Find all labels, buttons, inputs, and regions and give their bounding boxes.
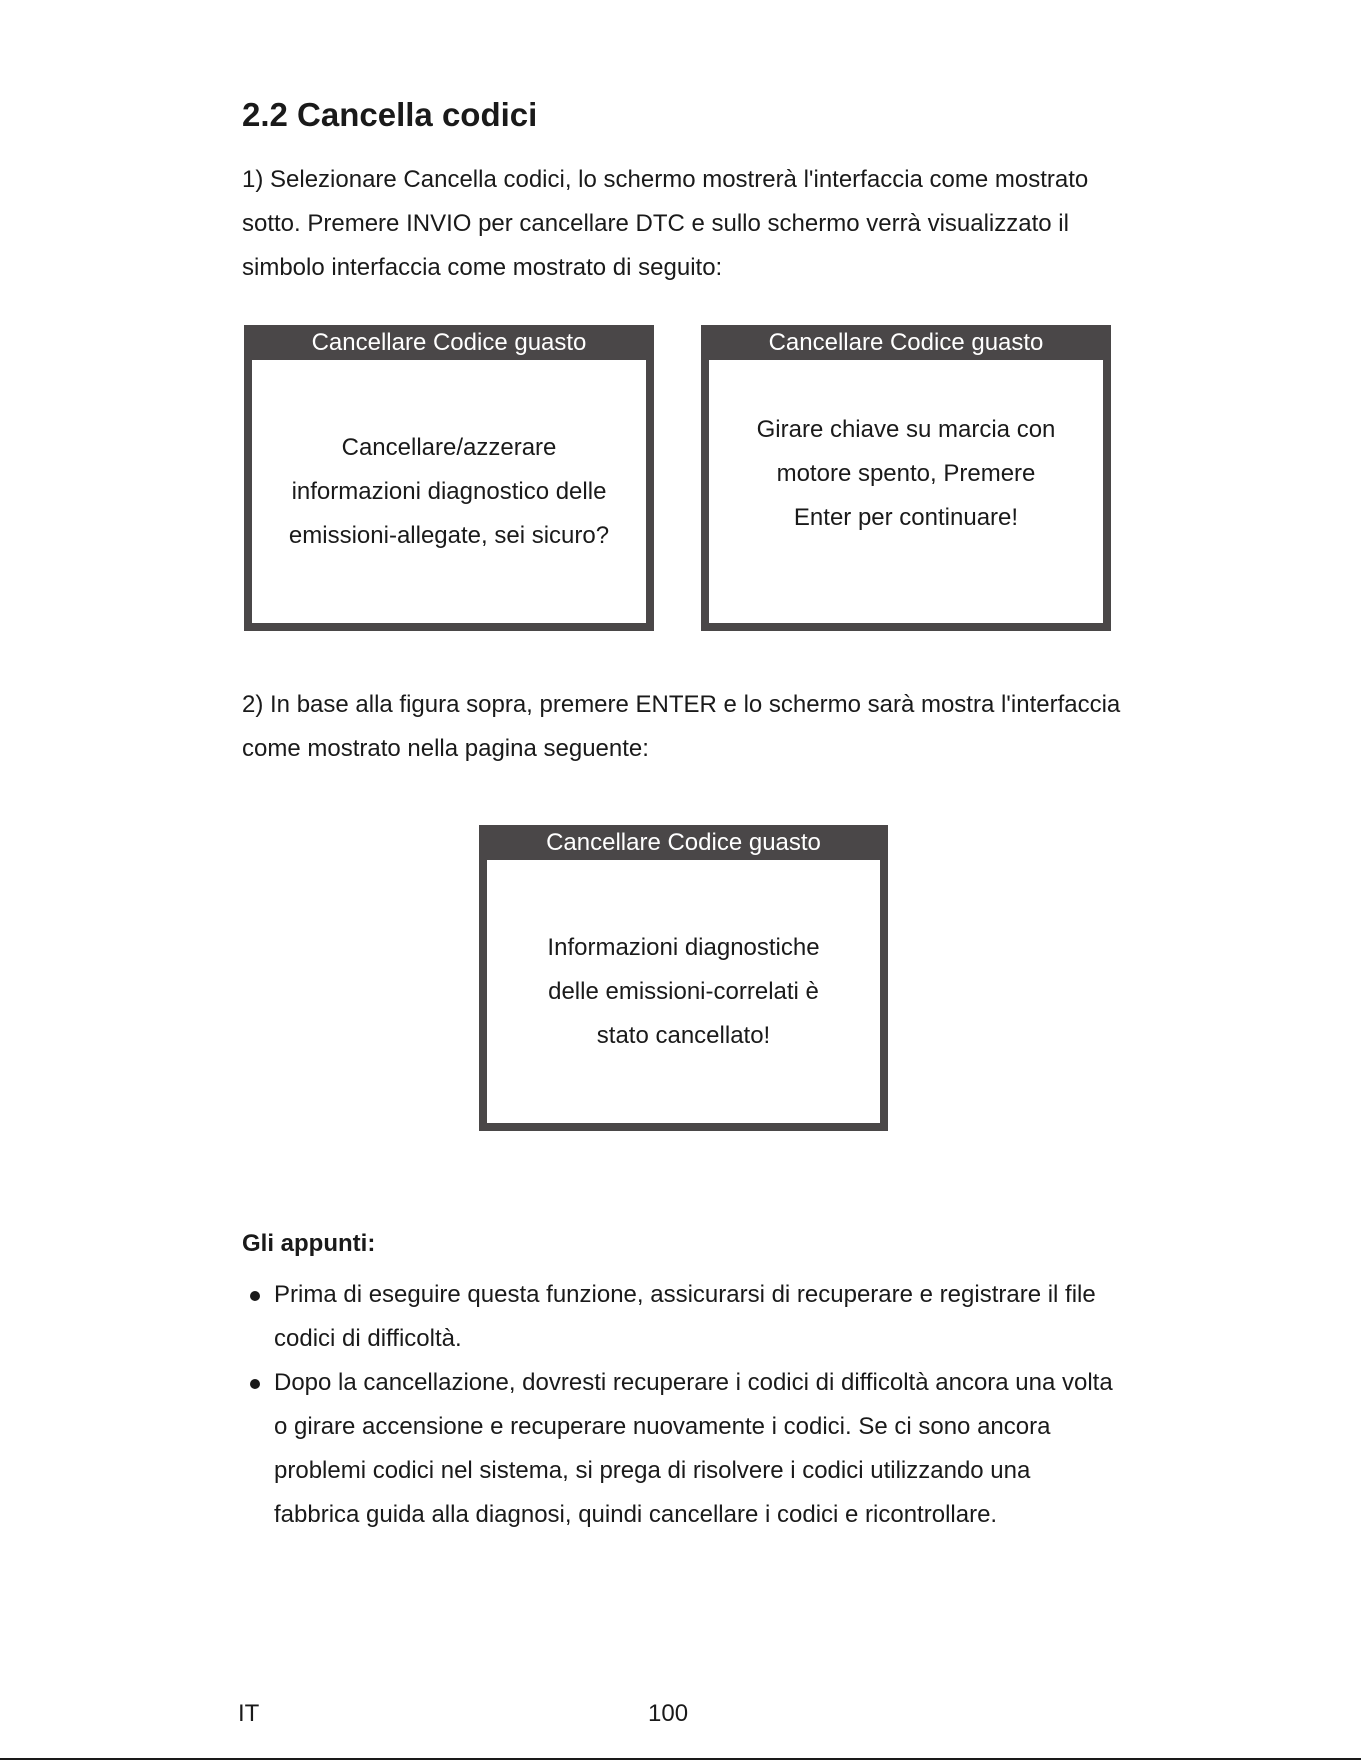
- screen-confirm-clear: [244, 325, 654, 631]
- list-item: [242, 1273, 1122, 1361]
- screen-line: Informazioni diagnostiche: [547, 933, 820, 961]
- screen-line: Cancellare/azzerare: [341, 433, 557, 461]
- screen-header: Cancellare Codice guasto: [546, 829, 821, 856]
- note-text: Dopo la cancellazione, dovresti recuperare i codici di difficoltà ancora una volta o girare accensione e recuperare nuovamente i codici. Se ci sono ancora problemi codici nel sistema, si prega di risolvere i codici utilizzando una fabbrica guida alla diagnosi, quindi cancellare i codici e ricontrollare.: [274, 1369, 1113, 1528]
- screen-line: Girare chiave su marcia con: [756, 416, 1056, 443]
- screen-body: [709, 360, 1103, 623]
- bottom-divider: [0, 1758, 1361, 1760]
- bullet-icon: [250, 1379, 260, 1389]
- step-1-paragraph: 1) Selezionare Cancella codici, lo schermo mostrerà l'interfaccia come mostrato sotto. Premere INVIO per cancellare DTC e sullo schermo verrà visualizzato il simbolo interfaccia come mostrato di seguito:: [242, 166, 1089, 281]
- screen-header: Cancellare Codice guasto: [768, 329, 1044, 356]
- screen-turn-key: [701, 325, 1111, 631]
- screen-line: stato cancellato!: [596, 1021, 771, 1049]
- bullet-icon: [250, 1291, 260, 1301]
- screen-line: motore spento, Premere: [776, 460, 1036, 487]
- screen-line: emissioni-allegate, sei sicuro?: [288, 521, 610, 549]
- screen-header: Cancellare Codice guasto: [311, 329, 587, 356]
- section-title: 2.2 Cancella codici: [242, 96, 538, 133]
- screen-body: [487, 860, 880, 1123]
- notes-heading: Gli appunti:: [242, 1230, 376, 1257]
- screen-body: [252, 360, 646, 623]
- step-2-paragraph: 2) In base alla figura sopra, premere ENTER e lo schermo sarà mostra l'interfaccia come mostrato nella pagina seguente:: [242, 691, 1121, 762]
- list-item: [242, 1361, 1122, 1537]
- note-text: Prima di eseguire questa funzione, assicurarsi di recuperare e registrare il file codici di difficoltà.: [274, 1281, 1096, 1352]
- notes-list: [242, 1273, 1122, 1537]
- footer-language: IT: [238, 1700, 260, 1727]
- page-number: 100: [648, 1700, 689, 1727]
- screen-line: delle emissioni-correlati è: [548, 977, 819, 1005]
- screen-cleared: [479, 825, 888, 1131]
- screen-line: Enter per continuare!: [793, 504, 1019, 531]
- screen-line: informazioni diagnostico delle: [291, 477, 607, 505]
